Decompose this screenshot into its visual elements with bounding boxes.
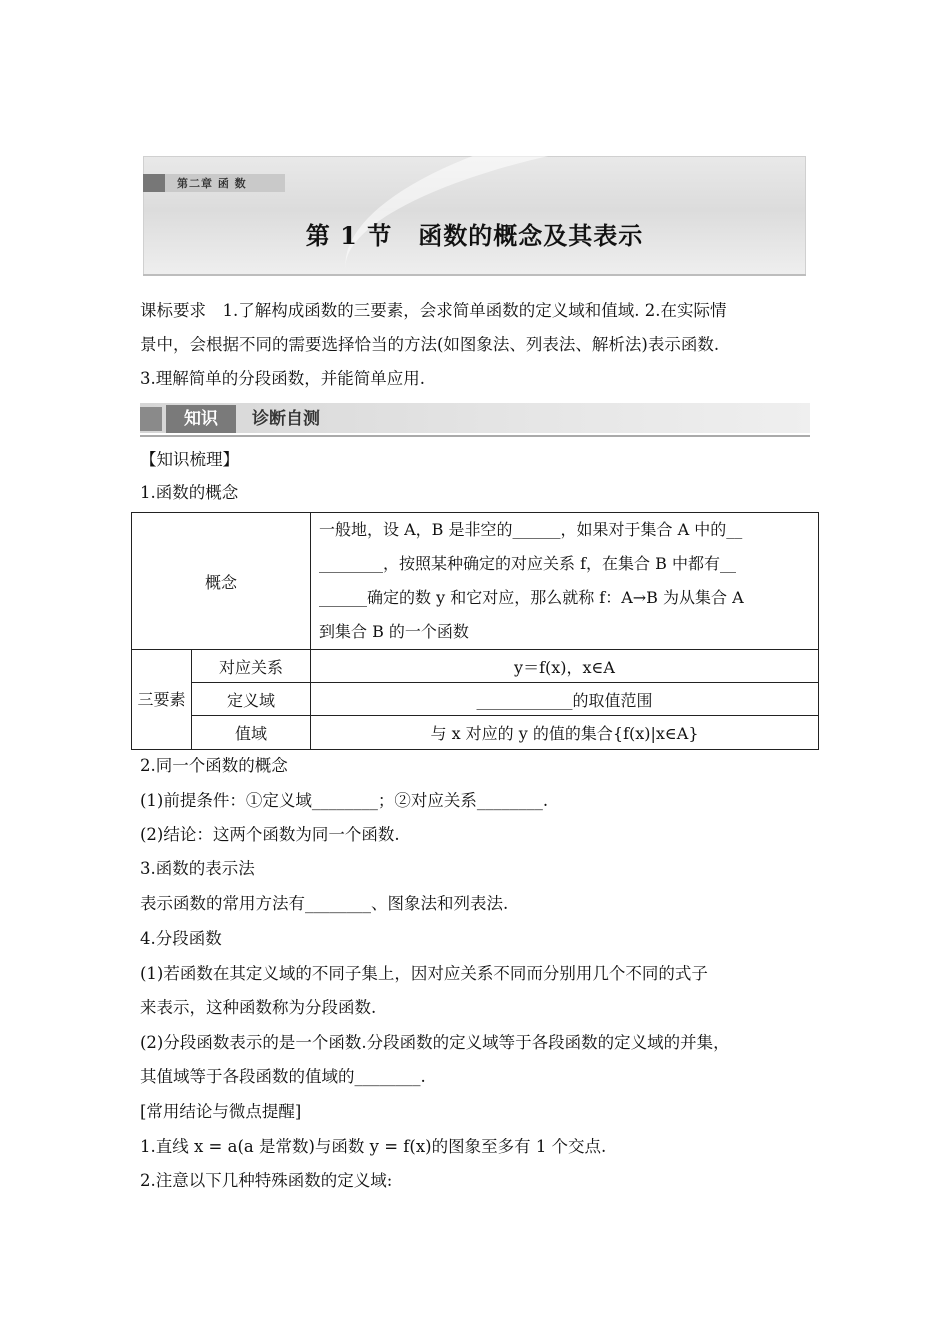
- table-row-mapping: [132, 650, 819, 683]
- same-function-p1: (1)前提条件：①定义域________；②对应关系________.: [140, 791, 549, 810]
- requirements-line-1: 课标要求 1.了解构成函数的三要素，会求简单函数的定义域和值域. 2.在实际情: [140, 301, 727, 320]
- table-row-concept: [132, 513, 819, 650]
- heading-same-function: 2.同一个函数的概念: [140, 756, 288, 775]
- section-title-text: 函数的概念及其表示: [418, 221, 644, 250]
- requirements-line-3: 3.理解简单的分段函数，并能简单应用.: [140, 369, 425, 388]
- piecewise-p1-line2: 来表示，这种函数称为分段函数.: [140, 998, 377, 1017]
- element-value-mapping: y＝f(x)，x∈A: [311, 650, 819, 683]
- element-value-domain: ____________的取值范围: [311, 683, 819, 716]
- section-bar: [140, 403, 810, 433]
- concept-line-3: ______确定的数 y 和它对应，那么就称 f：A→B 为从集合 A: [319, 588, 744, 607]
- heading-function-concept: 1.函数的概念: [140, 483, 239, 502]
- heading-representation: 3.函数的表示法: [140, 859, 255, 878]
- element-name-domain: 定义域: [192, 683, 311, 716]
- same-function-p2: (2)结论：这两个函数为同一个函数.: [140, 825, 400, 844]
- element-value-range: 与 x 对应的 y 的值的集合{f(x)|x∈A}: [311, 716, 819, 750]
- element-name-mapping: 对应关系: [192, 650, 311, 683]
- table-row-range: [132, 716, 819, 750]
- tip-1: 1.直线 x = a(a 是常数)与函数 y = f(x)的图象至多有 1 个交点.: [140, 1137, 607, 1156]
- heading-piecewise: 4.分段函数: [140, 929, 222, 948]
- concept-line-1: 一般地，设 A，B 是非空的______，如果对于集合 A 中的__: [319, 520, 743, 539]
- table-row-domain: [132, 683, 819, 716]
- chapter-banner: [143, 156, 806, 276]
- knowledge-heading: 【知识梳理】: [140, 450, 239, 469]
- concept-definition-cell: [311, 513, 819, 650]
- tip-2: 2.注意以下几种特殊函数的定义域:: [140, 1171, 393, 1190]
- piecewise-p2-line1: (2)分段函数表示的是一个函数.分段函数的定义域等于各段函数的定义域的并集，: [140, 1033, 730, 1052]
- tips-heading: [常用结论与微点提醒]: [140, 1102, 302, 1121]
- section-bar-chip: 知识: [166, 405, 236, 433]
- banner-underline: [143, 274, 806, 276]
- piecewise-p1-line1: (1)若函数在其定义域的不同子集上，因对应关系不同而分别用几个不同的式子: [140, 964, 708, 983]
- representation-p1: 表示函数的常用方法有________、图象法和列表法.: [140, 894, 509, 913]
- chapter-tag: [143, 174, 285, 192]
- section-bar-label: 诊断自测: [252, 409, 320, 429]
- section-title: [143, 216, 806, 251]
- three-elements-cell: 三要素: [132, 650, 192, 750]
- piecewise-p2-line2: 其值域等于各段函数的值域的________.: [140, 1067, 426, 1086]
- tag-block: [143, 174, 165, 192]
- section-number: 第 1 节: [305, 221, 393, 250]
- requirements-line-2: 景中，会根据不同的需要选择恰当的方法(如图象法、列表法、解析法)表示函数.: [140, 335, 720, 354]
- concept-table: [131, 512, 819, 750]
- element-name-range: 值域: [192, 716, 311, 750]
- concept-line-4: 到集合 B 的一个函数: [319, 622, 469, 641]
- section-bar-underline: [140, 435, 810, 437]
- section-bar-block: [140, 407, 162, 431]
- concept-line-2: ________，按照某种确定的对应关系 f，在集合 B 中都有__: [319, 554, 736, 573]
- concept-label-cell: 概念: [132, 513, 311, 650]
- chapter-tag-text: 第二章 函 数: [177, 177, 247, 190]
